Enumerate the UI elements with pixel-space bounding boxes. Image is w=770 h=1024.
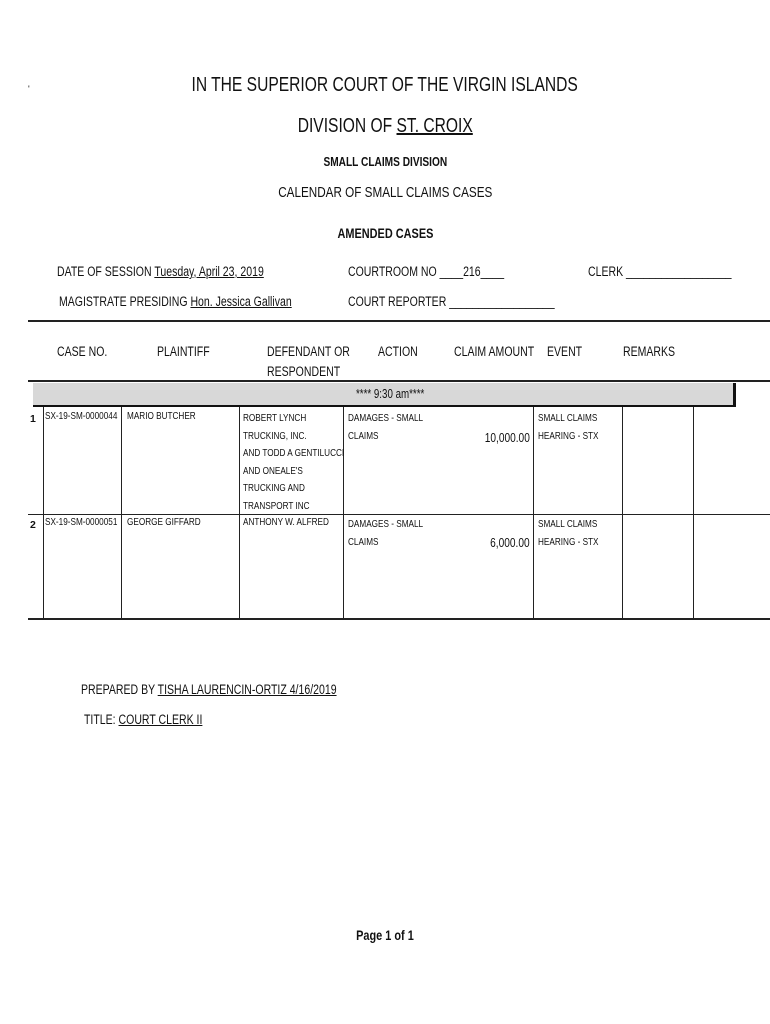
clerk-field: CLERK __________________ xyxy=(588,264,732,279)
stray-mark: ' xyxy=(28,84,30,94)
row-number: 1 xyxy=(30,413,36,425)
small-claims-heading: SMALL CLAIMS DIVISION xyxy=(323,154,447,169)
grid-line xyxy=(693,407,694,619)
case-number: SX-19-SM-0000044 xyxy=(45,410,118,422)
col-defendant-line1: DEFENDANT OR xyxy=(267,344,350,359)
session-date: DATE OF SESSION Tuesday, April 23, 2019 xyxy=(57,264,264,279)
col-claim-amount: CLAIM AMOUNT xyxy=(454,344,535,359)
page-number: Page 1 of 1 xyxy=(356,927,414,943)
col-defendant-line2: RESPONDENT xyxy=(267,364,341,379)
claim-amount: 10,000.00 xyxy=(484,430,530,445)
time-band-label: **** 9:30 am**** xyxy=(356,387,425,401)
claim-amount: 6,000.00 xyxy=(490,535,530,550)
calendar-heading: CALENDAR OF SMALL CLAIMS CASES xyxy=(277,184,493,201)
col-case-no: CASE NO. xyxy=(57,344,108,359)
table-bottom-rule xyxy=(28,618,770,620)
col-plaintiff: PLAINTIFF xyxy=(157,344,210,359)
row-number: 2 xyxy=(30,519,36,531)
event-type: SMALL CLAIMS HEARING - STX xyxy=(538,518,599,548)
plaintiff-name: GEORGE GIFFARD xyxy=(127,516,201,528)
amended-heading: AMENDED CASES xyxy=(337,225,433,241)
col-action: ACTION xyxy=(378,344,418,359)
defendant-name: ROBERT LYNCH TRUCKING, INC. AND TODD A GENTILUCCI AND ONEALE'S TRUCKING AND TRANSPORT INC xyxy=(243,412,345,512)
action-type: DAMAGES - SMALL CLAIMS xyxy=(348,412,424,442)
division-title: DIVISION OF ST. CROIX xyxy=(297,115,473,137)
prepared-by: PREPARED BY TISHA LAURENCIN-ORTIZ 4/16/2019 xyxy=(81,682,337,697)
preparer-title: TITLE: COURT CLERK II xyxy=(84,712,203,727)
case-number: SX-19-SM-0000051 xyxy=(45,516,118,528)
grid-line xyxy=(121,407,122,619)
court-title: IN THE SUPERIOR COURT OF THE VIRGIN ISLANDS xyxy=(191,74,579,96)
col-remarks: REMARKS xyxy=(623,344,676,359)
plaintiff-name: MARIO BUTCHER xyxy=(127,410,196,422)
division-name: ST. CROIX xyxy=(396,115,473,137)
action-type: DAMAGES - SMALL CLAIMS xyxy=(348,518,424,548)
grid-line xyxy=(533,407,534,619)
grid-line xyxy=(622,407,623,619)
defendant-name: ANTHONY W. ALFRED xyxy=(243,516,329,528)
header-rule xyxy=(28,320,770,322)
magistrate-presiding: MAGISTRATE PRESIDING Hon. Jessica Gallivan xyxy=(59,294,292,309)
col-event: EVENT xyxy=(547,344,583,359)
grid-line xyxy=(239,407,240,619)
grid-line xyxy=(43,407,44,619)
column-header-rule xyxy=(28,380,770,382)
courtroom-number: COURTROOM NO ____216____ xyxy=(348,264,505,279)
court-reporter-field: COURT REPORTER __________________ xyxy=(348,294,555,309)
event-type: SMALL CLAIMS HEARING - STX xyxy=(538,412,599,442)
